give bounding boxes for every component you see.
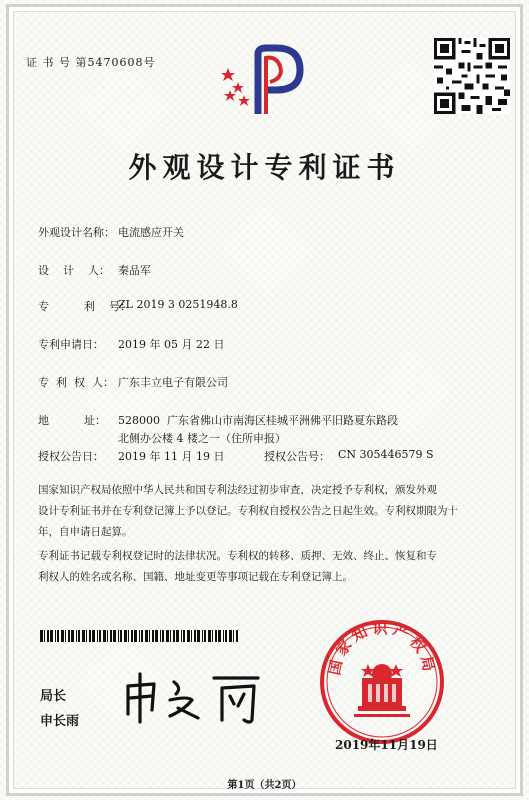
page-title: 外观设计专利证书 — [128, 151, 401, 184]
filing-date-value: 2019 年 05 月 22 日 — [118, 338, 225, 351]
statement-line: 专利证书记载专利权登记时的法律状况。专利权的转移、质押、无效、终止、恢复和专 — [38, 550, 437, 562]
barcode-bar — [120, 630, 122, 642]
barcode-bar — [215, 630, 217, 642]
qr-code-icon — [434, 38, 510, 114]
design-name-value: 电流感应开关 — [118, 226, 184, 239]
barcode-bar — [76, 630, 77, 642]
director-name: 申长雨 — [40, 714, 80, 729]
barcode-bar — [118, 630, 119, 642]
barcode-bar — [78, 630, 80, 642]
barcode-bar — [103, 630, 106, 642]
barcode-bar — [40, 630, 43, 642]
barcode-bar — [181, 630, 182, 642]
statement-line: 年，自申请日起算。 — [38, 526, 133, 538]
barcode-bar — [89, 630, 91, 642]
designer-label: 设 计 人： — [38, 264, 110, 277]
address-line-2: 北侧办公楼 4 楼之一（住所申报） — [118, 432, 286, 445]
barcode-bar — [86, 630, 87, 642]
barcode-bar — [68, 630, 70, 642]
barcode-bar — [191, 630, 192, 642]
barcode-bar — [61, 630, 64, 642]
page-number: 第1页（共2页） — [227, 780, 302, 791]
barcode-bar — [97, 630, 98, 642]
address-label: 地 址： — [38, 414, 106, 427]
barcode-bar — [113, 630, 116, 642]
barcode-bar — [99, 630, 101, 642]
barcode-bar — [225, 630, 227, 642]
design-name-label: 外观设计名称： — [38, 226, 115, 239]
barcode-icon — [40, 630, 240, 642]
statement-line: 设计专利证书并在专利登记簿上予以登记。专利权自授权公告之日起生效。专利权期限为十 — [38, 505, 458, 517]
barcode-bar — [139, 630, 140, 642]
patentee-value: 广东丰立电子有限公司 — [118, 376, 228, 389]
seal-text: 国家知识产权局 — [325, 619, 439, 677]
barcode-bar — [92, 630, 95, 642]
barcode-bar — [149, 630, 150, 642]
barcode-bar — [236, 630, 238, 642]
barcode-bar — [162, 630, 164, 642]
statement-line: 国家知识产权局依照中华人民共和国专利法经过初步审查，决定授予专利权，颁发外观 — [38, 484, 437, 496]
barcode-bar — [170, 630, 171, 642]
barcode-bar — [155, 630, 158, 642]
director-signature — [118, 670, 268, 725]
grant-date-value: 2019 年 11 月 19 日 — [118, 450, 225, 463]
barcode-bar — [107, 630, 108, 642]
barcode-bar — [71, 630, 74, 642]
patent-number-label: 专 利 号： — [38, 300, 131, 313]
barcode-bar — [194, 630, 196, 642]
barcode-bar — [57, 630, 59, 642]
barcode-bar — [145, 630, 148, 642]
barcode-bar — [44, 630, 45, 642]
grant-number-label: 授权公告号： — [264, 450, 330, 463]
barcode-bar — [134, 630, 137, 642]
barcode-bar — [233, 630, 234, 642]
grant-number-value: CN 305446579 S — [338, 448, 434, 461]
barcode-bar — [160, 630, 161, 642]
grant-date-label: 授权公告日： — [38, 450, 104, 463]
barcode-bar — [202, 630, 203, 642]
barcode-bar — [223, 630, 224, 642]
cnipa-logo-icon — [218, 40, 308, 120]
barcode-bar — [208, 630, 211, 642]
barcode-bar — [65, 630, 66, 642]
barcode-bar — [128, 630, 129, 642]
barcode-bar — [152, 630, 154, 642]
barcode-bar — [124, 630, 127, 642]
barcode-bar — [47, 630, 49, 642]
barcode-bar — [110, 630, 112, 642]
barcode-bar — [187, 630, 190, 642]
barcode-bar — [183, 630, 185, 642]
barcode-bar — [173, 630, 175, 642]
filing-date-label: 专利申请日： — [38, 338, 104, 351]
certificate-number: 证 书 号 第5470608号 — [26, 56, 156, 69]
designer-value: 秦品军 — [118, 264, 151, 277]
barcode-bar — [166, 630, 169, 642]
barcode-bar — [82, 630, 85, 642]
director-title: 局长 — [40, 689, 67, 704]
barcode-bar — [50, 630, 53, 642]
statement-paragraph-1 — [38, 480, 494, 543]
address-line-1: 528000 广东省佛山市南海区桂城平洲佛平旧路夏东路段 — [118, 414, 398, 427]
barcode-bar — [197, 630, 200, 642]
statement-line: 利权人的姓名或名称、国籍、地址变更等事项记载在专利登记簿上。 — [38, 571, 353, 583]
barcode-bar — [229, 630, 232, 642]
statement-paragraph-2 — [38, 546, 494, 588]
seal-date: 2019年11月19日 — [335, 738, 438, 752]
barcode-bar — [55, 630, 56, 642]
patent-number-value: ZL 2019 3 0251948.8 — [118, 298, 238, 311]
barcode-bar — [212, 630, 213, 642]
barcode-bar — [204, 630, 206, 642]
official-seal-icon — [318, 618, 446, 746]
barcode-bar — [141, 630, 143, 642]
barcode-bar — [176, 630, 179, 642]
barcode-bar — [131, 630, 133, 642]
patentee-label: 专 利 权 人： — [38, 376, 114, 389]
barcode-bar — [218, 630, 221, 642]
